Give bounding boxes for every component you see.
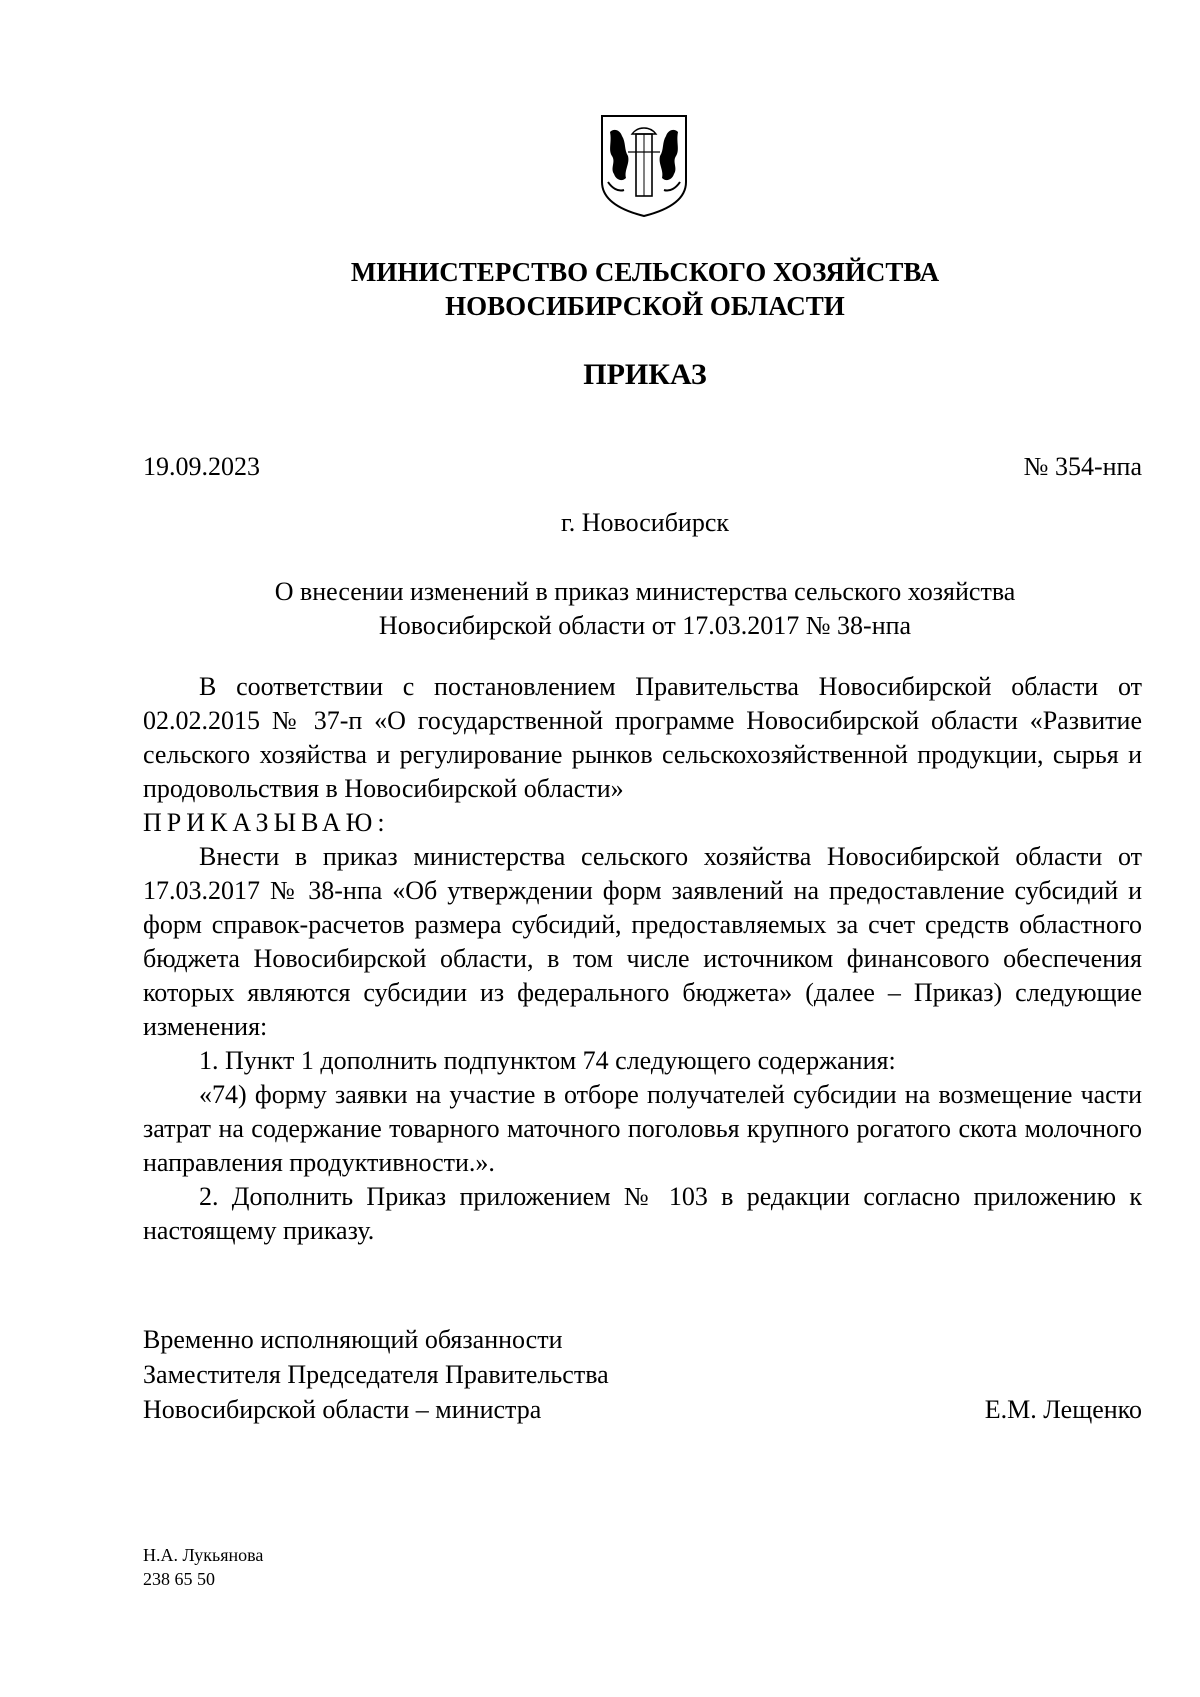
amendment-paragraph: Внести в приказ министерства сельского хозяйства Новосибирской области от 17.03.2017 № 38-нпа «Об утверждении форм заявлений на предоставление субсидий и форм справок-расчетов размера субсидий, предоставляемых за счет средств областного бюджета Новосибирской области, в том числе источником финансового обеспечения которых являются субсидии из федерального бюджета» (далее – Приказ) следующие изменения: [143,842,1142,1041]
preamble-paragraph: В соответствии с постановлением Правительства Новосибирской области от 02.02.2015 № 37-п «О государственной программе Новосибирской области «Развитие сельского хозяйства и регулирование рынков сельскохозяйственной продукции, сырья и продовольствия в Новосибирской области» [143,672,1142,803]
signatory-row [143,1392,1142,1427]
item-1-paragraph: 1. Пункт 1 дополнить подпунктом 74 следующего содержания: [199,1046,896,1075]
date-number-row [143,452,1142,482]
document-type: ПРИКАЗ [583,358,707,391]
ministry-title-line2: НОВОСИБИРСКОЙ ОБЛАСТИ [445,291,845,321]
coat-of-arms-icon [598,112,690,220]
document-subject [0,575,1200,643]
item-2-paragraph: 2. Дополнить Приказ приложением № 103 в редакции согласно приложению к настоящему приказу. [143,1182,1142,1245]
city: г. Новосибирск [560,508,730,537]
signatory-position-line2: Заместителя Председателя Правительства [143,1360,609,1389]
order-word: ПРИКАЗЫВАЮ: [143,808,390,837]
document-body [143,670,1142,1248]
ministry-title [0,255,1200,323]
executor-name: Н.А. Лукьянова [143,1545,264,1565]
subitem-74-paragraph: «74) форму заявки на участие в отборе получателей субсидии на возмещение части затрат на содержание товарного маточного поголовья крупного рогатого скота молочного направления продуктивности.». [143,1080,1142,1177]
document-date: 19.09.2023 [143,452,260,481]
subject-line1: О внесении изменений в приказ министерства сельского хозяйства [274,577,1016,606]
signatory-position-line1: Временно исполняющий обязанности [143,1325,563,1354]
signatory-name: Е.М. Лещенко [984,1395,1142,1424]
ministry-title-line1: МИНИСТЕРСТВО СЕЛЬСКОГО ХОЗЯЙСТВА [350,257,940,287]
subject-line2: Новосибирской области от 17.03.2017 № 38-нпа [378,611,912,640]
signature-block [143,1322,1142,1427]
executor-block [143,1543,263,1591]
document-number: № 354-нпа [1023,452,1142,481]
executor-phone: 238 65 50 [143,1569,215,1589]
signatory-position-line3: Новосибирской области – министра [143,1395,542,1424]
